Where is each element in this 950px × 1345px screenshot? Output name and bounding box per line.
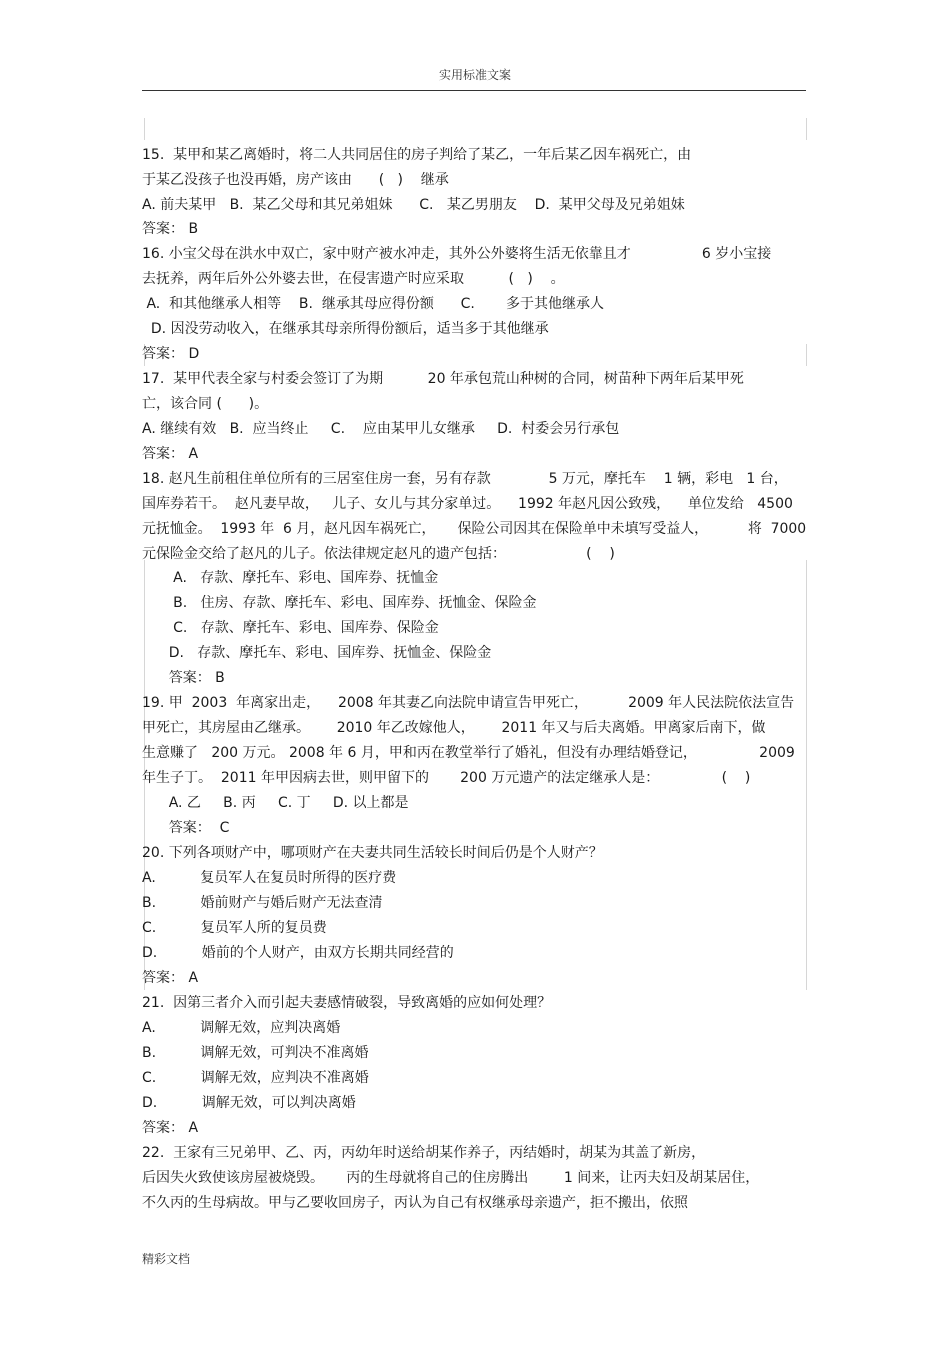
text-line: 答案： A [142, 970, 199, 986]
text-line: 答案： B [142, 670, 225, 686]
margin-line-top-right [806, 118, 807, 140]
text-line: D. 调解无效，可以判决离婚 [142, 1095, 356, 1111]
text-line: 去抚养，两年后外公外婆去世，在侵害遗产时应采取 ( ) 。 [142, 271, 565, 287]
text-line: 21. 因第三者介入而引起夫妻感情破裂，导致离婚的应如何处理？ [142, 995, 552, 1011]
text-line: 20. 下列各项财产中，哪项财产在夫妻共同生活较长时间后仍是个人财产？ [142, 845, 603, 861]
text-line: 甲死亡，其房屋由乙继承。 2010 年乙改嫁他人， 2011 年又与后夫离婚。甲离家后南下，做 [142, 720, 766, 736]
text-line: A. 和其他继承人相等 B. 继承其母应得份额 C. 多于其他继承人 [142, 296, 604, 312]
text-line: C. 调解无效，应判决不准离婚 [142, 1070, 369, 1086]
text-line: 生意赚了 200 万元。 2008 年 6 月，甲和丙在教堂举行了婚礼，但没有办理结婚登记， 2009 [142, 745, 795, 761]
text-line: 19. 甲 2003 年离家出走， 2008 年其妻乙向法院申请宣告甲死亡， 2009 年人民法院依法宣告 [142, 695, 795, 711]
text-line: 元保险金交给了赵凡的儿子。依法律规定赵凡的遗产包括： ( ) [142, 546, 615, 562]
text-line: C. 存款、摩托车、彩电、国库券、保险金 [142, 620, 439, 636]
text-line: A. 存款、摩托车、彩电、国库券、抚恤金 [142, 570, 439, 586]
text-line: A. 继续有效 B. 应当终止 C. 应由某甲儿女继承 D. 村委会另行承包 [142, 421, 620, 437]
text-line: A. 调解无效，应判决离婚 [142, 1020, 341, 1036]
text-line: 元抚恤金。 1993 年 6 月，赵凡因车祸死亡， 保险公司因其在保险单中未填写受益人， 将 7000 [142, 521, 807, 537]
text-line: D. 因没劳动收入，在继承其母亲所得份额后，适当多于其他继承 [142, 321, 549, 337]
text-line: 答案： A [142, 1120, 199, 1136]
text-line: 答案： C [142, 820, 230, 836]
text-line: B. 婚前财产与婚后财产无法查清 [142, 895, 383, 911]
text-line: A. 复员军人在复员时所得的医疗费 [142, 870, 397, 886]
text-line: 17. 某甲代表全家与村委会签订了为期 20 年承包荒山种树的合同，树苗种下两年后某甲死 [142, 371, 744, 387]
text-line: A. 前夫某甲 B. 某乙父母和其兄弟姐妹 C. 某乙男朋友 D. 某甲父母及兄弟姐妹 [142, 197, 685, 213]
text-line: B. 调解无效，可判决不准离婚 [142, 1045, 369, 1061]
margin-line-top-left [144, 118, 145, 140]
text-line: D. 存款、摩托车、彩电、国库券、抚恤金、保险金 [142, 645, 492, 661]
text-line: C. 复员军人所的复员费 [142, 920, 327, 936]
text-line: 于某乙没孩子也没再婚，房产该由 ( ) 继承 [142, 172, 449, 188]
text-line: 年生子丁。 2011 年甲因病去世，则甲留下的 200 万元遗产的法定继承人是： ( ) [142, 770, 751, 786]
header-rule [142, 90, 806, 91]
text-line: 答案： D [142, 346, 200, 362]
text-line: 亡，该合同 ( )。 [142, 396, 269, 412]
margin-line-mid-right [806, 344, 807, 366]
margin-line-low-right [806, 560, 807, 990]
text-line: 答案： A [142, 446, 199, 462]
text-line: 18. 赵凡生前租住单位所有的三居室住房一套，另有存款 5 万元，摩托车 1 辆，彩电 1 台， [142, 471, 788, 487]
text-line: 15. 某甲和某乙离婚时，将二人共同居住的房子判给了某乙，一年后某乙因车祸死亡，由 [142, 147, 692, 163]
text-line: 16. 小宝父母在洪水中双亡，家中财产被水冲走，其外公外婆将生活无依靠且才 6 岁小宝接 [142, 246, 772, 262]
text-line: 不久丙的生母病故。甲与乙要收回房子，丙认为自己有权继承母亲遗产，拒不搬出，依照 [142, 1195, 688, 1211]
text-line: 答案： B [142, 221, 199, 237]
page-footer: 精彩文档 [142, 1252, 191, 1266]
text-line: 国库券若干。 赵凡妻早故， 儿子、女儿与其分家单过。 1992 年赵凡因公致残， 单位发给 4500 [142, 496, 793, 512]
text-line: D. 婚前的个人财产，由双方长期共同经营的 [142, 945, 454, 961]
page-header: 实用标准文案 [438, 68, 511, 82]
text-line: 22. 王家有三兄弟甲、乙、丙，丙幼年时送给胡某作养子，丙结婚时，胡某为其盖了新房， [142, 1145, 706, 1161]
text-line: A. 乙 B. 丙 C. 丁 D. 以上都是 [142, 795, 409, 811]
text-line: B. 住房、存款、摩托车、彩电、国库券、抚恤金、保险金 [142, 595, 537, 611]
text-line: 后因失火致使该房屋被烧毁。 丙的生母就将自己的住房腾出 1 间来，让丙夫妇及胡某居住， [142, 1170, 760, 1186]
